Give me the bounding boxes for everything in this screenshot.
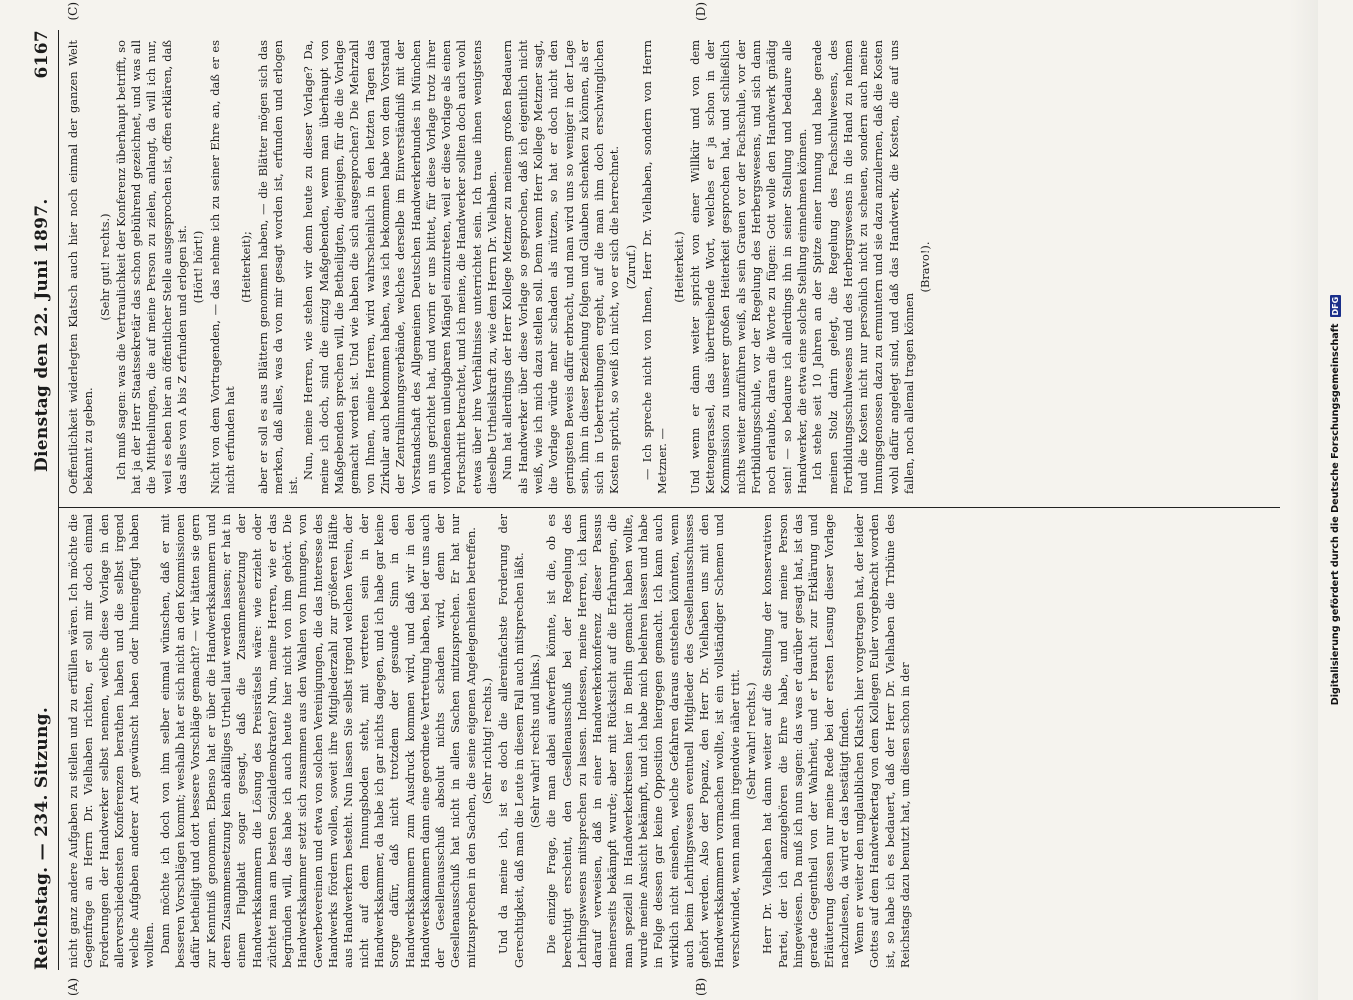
interjection: (Heiterkeit); — [239, 231, 254, 303]
right-column — [66, 40, 935, 494]
paragraph: Oeffentlichkeit widerlegten Klatsch auch hier noch einmal der ganzen Welt bekannt zu geben. — [66, 40, 96, 494]
dfg-logo: DFG — [1331, 296, 1340, 316]
column-rule — [58, 507, 1280, 508]
paragraph: Und da meine ich, ist es doch die allereinfachste Forderung der Gerechtigkeit, daß man die Leute in diesem Fall auch mitsprechen läßt. — [496, 514, 526, 968]
header-rule — [58, 30, 59, 970]
paragraph: Nun hat allerdings der Herr Kollege Metzner zu meinem großen Bedauern als Handwerker über diese Vorlage so gesprochen, daß ich eigentlich nicht weiß, wie ich mich dazu stellen soll. Denn wenn Herr Kollege Metzner sagt, die Vorlage würde mehr schaden als nützen, so hat er doch nicht den geringsten Beweis dafür erbracht, und man wird uns so weniger in der Lage sein, ihm in dieser Beziehung folgen und Glauben schenken zu können, als er sich in Uebertreibungen ergeht, auf die man ihm doch erschwinglichen Kosten spricht, so weiß ich nicht, wo er sich die herrechnet. — [500, 40, 622, 494]
margin-marker-b: (B) — [694, 977, 708, 996]
digitization-credit — [1318, 0, 1353, 1000]
header-date: Dienstag den 22. Juni 1897. — [32, 198, 52, 472]
page-edge — [1290, 0, 1318, 1000]
credit-text: Digitalisierung gefördert durch die Deutsche Forschungsgemeinschaft — [1330, 323, 1341, 706]
paragraph: Nun, meine Herren, wie stehen wir denn heute zu dieser Vorlage? Da, meine ich doch, sind die einzig Maßgebenden, wenn man überhaupt von Maßgebenden sprechen will, die Betheiligten, diejenigen, für die die Vorlage gemacht worden ist. Und wie haben die sich ausgesprochen? Die Mehrzahl von Ihnen, meine Herren, wird wahrscheinlich in den letzten Tagen das Zirkular auch bekommen haben, was ich bekommen habe von dem Vorstand der Zentralinnungsverbände, welches derselbe im Einverständniß mit der Vorstandschaft des Allgemeinen Deutschen Handwerkerbundes in München an uns gerichtet hat, und worin er uns bittet, für diese Vorlage trotz ihrer vorhandenen unleugbaren Mängel einzutreten, weil er diese Vorlage als einen Fortschritt betrachtet, und ich meine, die Handwerker sollten doch auch wohl etwas über ihre Verhältnisse unterrichtet sein. Ich traue ihnen wenigstens dieselbe Urtheilskraft zu, wie dem Herrn Dr. Vielhaben. — [301, 40, 500, 494]
interjection: (Sehr wahr! rechts und links.) — [527, 654, 542, 828]
interjection: (Sehr wahr! rechts.) — [744, 682, 759, 800]
left-column — [66, 514, 913, 968]
paragraph: Die einzige Frage, die man dabei aufwerfen könnte, ist die, ob es berechtigt erscheint, den Gesellenausschuß bei der Regelung des Lehrlingswesens mitsprechen zu lassen. Indessen, meine Herren, ich kann darauf verweisen, daß in einer Handwerkerkonferenz dieser Passus meinerseits bekämpft wurde; aber mit Rücksicht auf die Erfahrungen, die man speziell in Handwerkerkreisen hier in Berlin gemacht haben wollte, wurde meine Ansicht bekämpft, und ich habe mich belehren lassen und habe in Folge dessen gar keine Opposition hiergegen gemacht. Ich kann auch wirklich nicht einsehen, welche Gefahren daraus entstehen könnten, wenn auch beim Lehrlingswesen eventuell Mitglieder des Gesellenausschusses gehört werden. Also der Popanz, den Herr Dr. Vielhaben uns mit den Handwerkskammern vormachen wollte, ist ein vollständiger Schemen und verschwindet, wenn man ihm irgendwie näher tritt. — [544, 514, 742, 968]
paragraph: Herr Dr. Vielhaben hat dann weiter auf die Stellung der konservativen Partei, der ich anzugehören die Ehre habe, und auf meine Person hingewiesen. Da muß ich nun sagen: das was er darüber gesagt hat, ist das gerade Gegentheil von der Wahrheit, und er braucht zur Erklärung und Erläuterung dessen nur meine Rede bei der ersten Lesung dieser Vorlage nachzulesen, da wird er das bestätigt finden. — [760, 514, 851, 968]
paragraph: Ich stehe seit 10 Jahren an der Spitze einer Innung und habe gerade meinen Stolz darin gelegt, die Regelung des Fachschulwesens, des Fortbildungsschulwesens und des Herbergswesens in die Hand zu nehmen und die Kosten nicht nur persönlich nicht zu scheuen, sondern auch meine Innungsgenossen dazu zu ermuntern und sie dazu anzulernen, daß die Kosten wohl dafür angelegt sind, und daß das Handwerk, die Kosten, die auf uns fallen, noch allemal tragen können — [810, 40, 917, 494]
running-head — [32, 30, 56, 970]
interjection: (Hört! hört!) — [191, 230, 206, 304]
page-number: 6167 — [32, 30, 52, 79]
paragraph: Nicht von dem Vortragenden, — das nehme ich zu seiner Ehre an, daß er es nicht erfunden hat — [207, 40, 237, 494]
interjection: (Sehr richtig! rechts.) — [480, 677, 495, 805]
margin-marker-d: (D) — [694, 2, 708, 21]
margin-marker-a: (A) — [66, 977, 80, 996]
paragraph: Dann möchte ich doch von ihm selber einmal wünschen, daß er mit besseren Vorschlägen kommt; weshalb hat er sich nicht an den Kommissionen dafür betheiligt und dort bessere Vorschläge gemacht? — wir hätten sie gern zur Kenntniß genommen. Ebenso hat er über die Handwerkskammern und deren Zusammensetzung kein abfälliges Urtheil laut werden lassen; er hat in einem Flugblatt sogar gesagt, daß die Zusammensetzung der Handwerkskammern die Lösung des Preisrätsels wäre: wie erzieht oder züchtet man am besten Sozialdemokraten? Nun, meine Herren, wie er das begründen will, das habe ich auch heute hier nicht von ihm gehört. Die Handwerkskammer setzt sich zusammen aus den Wahlen von Innungen, von Gewerbevereinen und etwa von solchen Vereinigungen, die das Interesse des Handwerks fördern wollen, soweit ihre Mitgliederzahl zur größeren Hälfte aus Handwerkern besteht. Nun lassen Sie selbst irgend welchen Verein, der nicht auf dem Innungsboden steht, mit vertreten sein in der Handwerkskammer, da habe ich gar nichts dagegen, und ich habe gar keine Sorge dafür, daß nicht trotzdem der gesunde Sinn in den Handwerkskammern zum Ausdruck kommen wird, und daß wir in den Handwerkskammern dann eine geordnete Vertretung haben, bei der uns auch der Gesellenausschuß absolut nichts schaden wird, denn der Gesellenausschuß hat nicht in allen Sachen mitzusprechen. Er hat nur mitzusprechen in den Sachen, die seine eigenen Angelegenheiten betreffen. — [157, 514, 478, 968]
interjection: (Bravo!). — [918, 241, 933, 293]
interjection: (Heiterkeit.) — [671, 231, 686, 303]
paragraph: Ich muß sagen: was die Vertraulichkeit der Konferenz überhaupt betrifft, so hat ja der Herr Staatssekretär das schon gebührend gezeichnet, und was all die Mittheilungen, die auf meine Person zu zielen, anlangt, da will ich nur, weil es eben hier an öffentlicher Stelle ausgesprochen ist, offen erklären, daß das alles von A bis Z erfunden und erlogen ist. — [113, 40, 190, 494]
paragraph: Wenn er weiter den unglaublichen Klatsch hier vorgetragen hat, der leider Gottes auf dem Handwerkertag von dem Kollegen Euler vorgebracht worden ist, so habe ich es bedauert, daß der Herr Dr. Vielhaben die Tribüne des Reichstags dazu benutzt hat, um diesen schon in der — [852, 514, 913, 968]
interjection: (Sehr gut! rechts.) — [97, 213, 112, 321]
paragraph: aber er soll es aus Blättern genommen haben, — die Blätter mögen sich das merken, daß alles, was da von mir gesagt worden ist, erfunden und erlogen ist. — [255, 40, 301, 494]
paragraph: — Ich spreche nicht von Ihnen, Herr Dr. Vielhaben, sondern von Herrn Metzner. — — [639, 40, 670, 494]
paragraph: Und wenn er dann weiter spricht von einer Willkür und von dem Kettengerassel, das übertreibende Wort, welches er ja schon in der Kommission zu unserer großen Heiterkeit gesprochen hat, und schließlich nichts weiter anzuführen weiß, als sein Grauen vor der Fachschule, vor der Fortbildungsschule, vor der Regelung des Herbergswesens, und sich dann noch erlaubte, daran die Worte zu fügen: Gott wolle den Handwerk gnädig sein! — so bedaure ich allerdings ihn in seiner Stellung und bedaure alle Handwerker, die etwa eine solche Stellung einnehmen können. — [687, 40, 809, 494]
paragraph: nicht ganz andere Aufgaben zu stellen und zu erfüllen wären. Ich möchte die Gegenfrage an Herrn Dr. Vielhaben richten, er soll mir doch einmal Forderungen der Handwerker selbst nennen, welche diese Vorlage in den allerverschiedensten Konferenzen berathen haben und die selbst irgend welche Aufgaben anderer Art gewünscht haben oder hineingefügt haben wollten. — [66, 514, 157, 968]
interjection: (Zuruf.) — [623, 244, 638, 290]
header-left: Reichstag. — 234. Sitzung. — [32, 706, 52, 970]
margin-marker-c: (C) — [66, 2, 80, 21]
